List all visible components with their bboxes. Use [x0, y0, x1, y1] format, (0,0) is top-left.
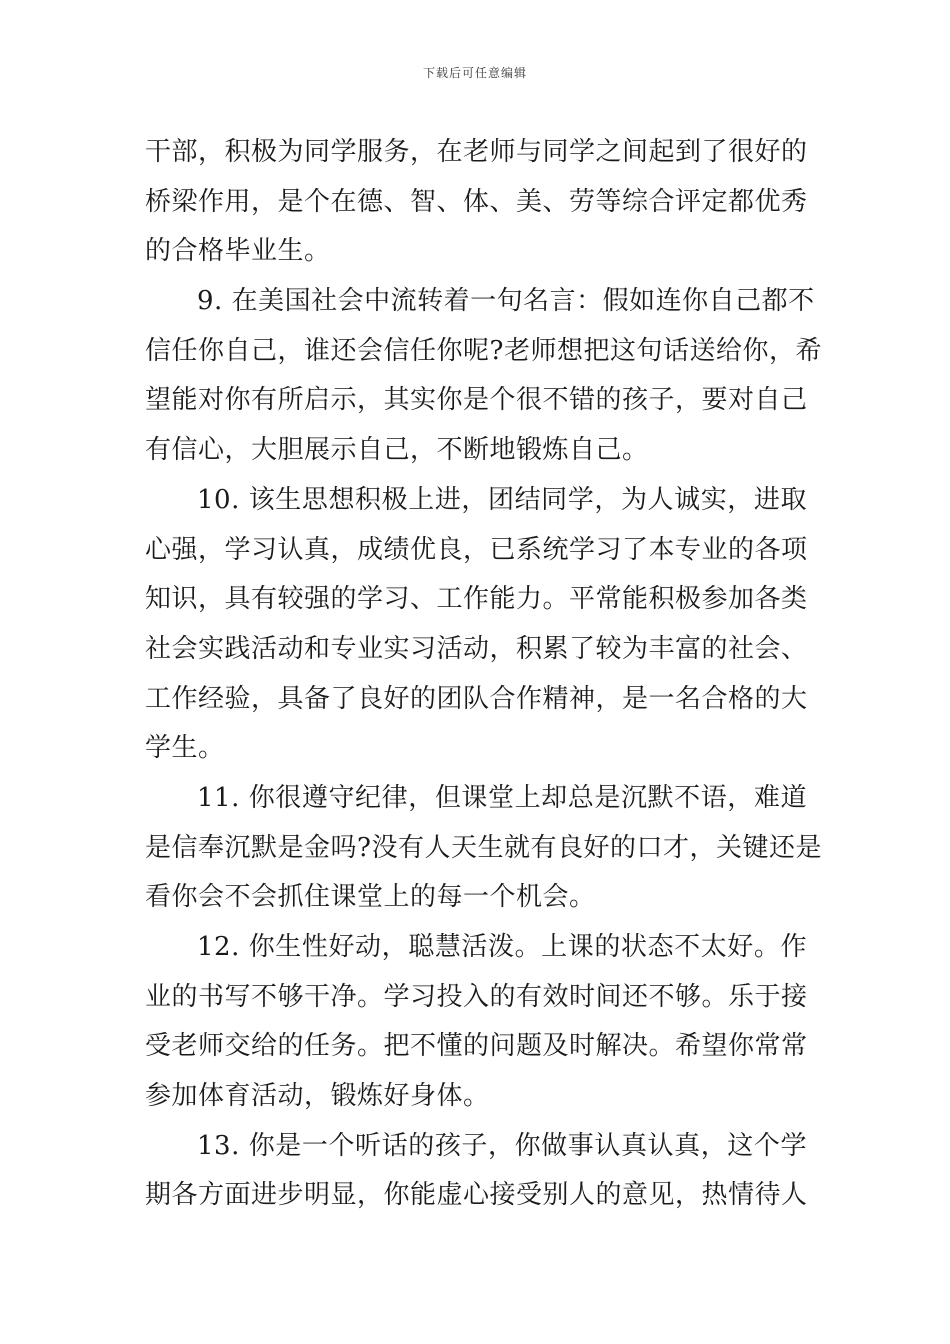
text-line: 12. 你生性好动，聪慧活泼。上课的状态不太好。作	[197, 932, 807, 962]
text-line: 10. 该生思想积极上进，团结同学，为人诚实，进取	[197, 484, 807, 515]
text-line: 是信奉沉默是金吗?没有人天生就有良好的口才，关键还是	[145, 832, 822, 863]
text-line: 9. 在美国社会中流转着一句名言：假如连你自己都不	[197, 286, 815, 317]
text-line: 看你会不会抓住课堂上的每一个机会。	[145, 882, 596, 913]
document-body	[145, 128, 822, 1221]
text-line: 参加体育活动，锻炼好身体。	[145, 1081, 490, 1112]
text-line: 工作经验，具备了良好的团队合作精神，是一名合格的大	[145, 683, 808, 714]
paragraph-12	[145, 923, 807, 1122]
paragraph-continuation	[145, 128, 807, 277]
text-line: 桥梁作用，是个在德、智、体、美、劳等综合评定都优秀	[145, 186, 808, 217]
text-line: 心强，学习认真，成绩优良，已系统学习了本专业的各项	[145, 534, 808, 565]
paragraph-13	[145, 1122, 807, 1221]
text-line: 望能对你有所启示，其实你是个很不错的孩子，要对自己	[145, 385, 808, 416]
text-line: 有信心，大胆展示自己，不断地锻炼自己。	[145, 435, 649, 466]
text-line: 13. 你是一个听话的孩子，你做事认真认真，这个学	[197, 1130, 807, 1161]
paragraph-10	[145, 476, 807, 774]
paragraph-11	[145, 774, 822, 923]
text-line: 11. 你很遵守纪律，但课堂上却总是沉默不语，难道	[197, 782, 807, 813]
text-line: 信任你自己，谁还会信任你呢?老师想把这句话送给你，希	[145, 335, 822, 366]
text-line: 业的书写不够干净。学习投入的有效时间还不够。乐于接	[145, 981, 808, 1012]
text-line: 社会实践活动和专业实习活动，积累了较为丰富的社会、	[145, 633, 808, 664]
paragraph-9	[145, 277, 822, 476]
text-line: 知识，具有较强的学习、工作能力。平常能积极参加各类	[145, 584, 808, 615]
text-line: 干部，积极为同学服务，在老师与同学之间起到了很好的	[145, 137, 808, 167]
text-line: 学生。	[145, 733, 225, 764]
page-header: 下载后可任意编辑	[422, 66, 527, 80]
text-line: 期各方面进步明显，你能虚心接受别人的意见，热情待人	[145, 1180, 808, 1211]
text-line: 的合格毕业生。	[145, 236, 331, 267]
text-line: 受老师交给的任务。把不懂的问题及时解决。希望你常常	[145, 1031, 808, 1062]
